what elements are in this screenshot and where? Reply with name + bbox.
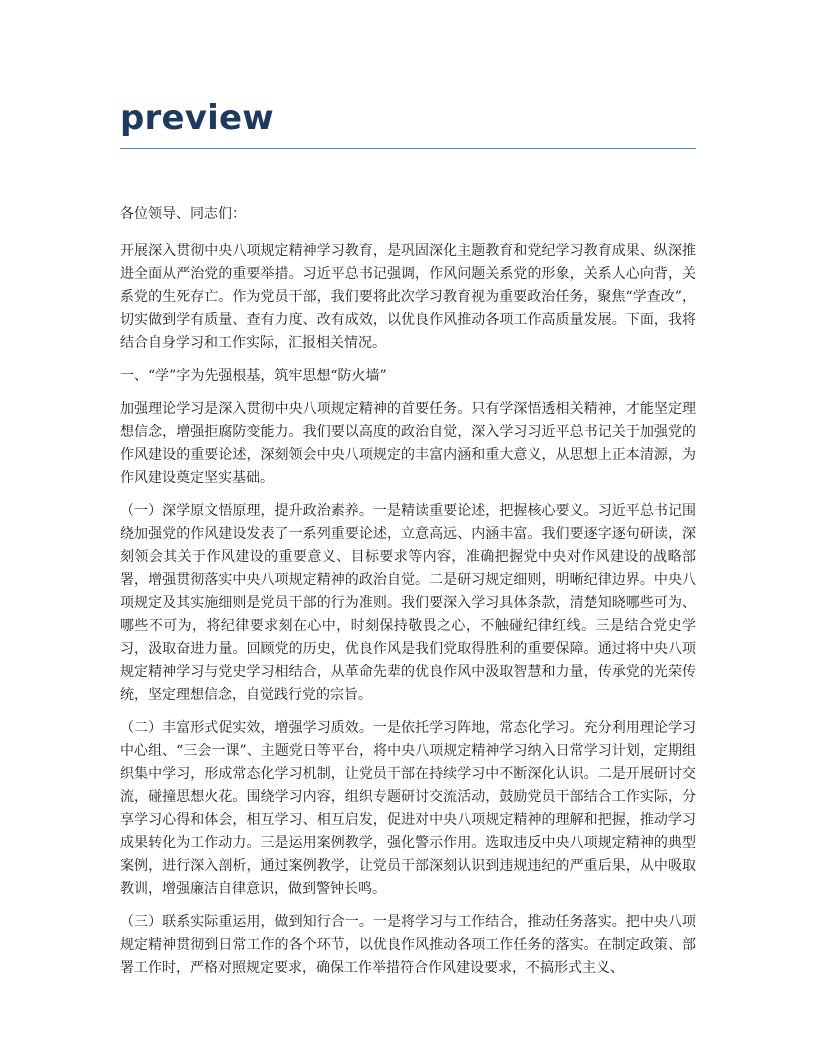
body-paragraph: （一）深学原文悟原理，提升政治素养。一是精读重要论述，把握核心要义。习近平总书记围绕加强党的作风建设发表了一系列重要论述，立意高远、内涵丰富。我们要逐字逐句研读，深刻领会其关于作风建设的重要意义、目标要求等内容，准确把握党中央对作风建设的战略部署，增强贯彻落实中央八项规定精神的政治自觉。二是研习规定细则，明晰纪律边界。中央八项规定及其实施细则是党员干部的行为准则。我们要深入学习具体条款，清楚知晓哪些可为、哪些不可为，将纪律要求刻在心中，时刻保持敬畏之心，不触碰纪律红线。三是结合党史学习，汲取奋进力量。回顾党的历史，优良作风是我们党取得胜利的重要保障。通过将中央八项规定精神学习与党史学习相结合，从革命先辈的优良作风中汲取智慧和力量，传承党的光荣传统，坚定理想信念，自觉践行党的宗旨。 xyxy=(120,503,696,703)
body-paragraph: （二）丰富形式促实效，增强学习质效。一是依托学习阵地，常态化学习。充分利用理论学习中心组、“三会一课”、主题党日等平台，将中央八项规定精神学习纳入日常学习计划，定期组织集中学习，形成常态化学习机制，让党员干部在持续学习中不断深化认识。二是开展研讨交流，碰撞思想火花。围绕学习内容，组织专题研讨交流活动，鼓励党员干部结合工作实际，分享学习心得和体会，相互学习、相互启发，促进对中央八项规定精神的理解和把握，推动学习成果转化为工作动力。三是运用案例教学，强化警示作用。选取违反中央八项规定精神的典型案例，进行深入剖析，通过案例教学，让党员干部深刻认识到违规违纪的严重后果，从中吸取教训，增强廉洁自律意识，做到警钟长鸣。 xyxy=(120,720,696,897)
intro-paragraph: 开展深入贯彻中央八项规定精神学习教育，是巩固深化主题教育和党纪学习教育成果、纵深推进全面从严治党的重要举措。习近平总书记强调，作风问题关系党的形象，关系人心向背，关系党的生死存亡。作为党员干部，我们要将此次学习教育视为重要政治任务，聚焦“学查改”，切实做到学有质量、查有力度、改有成效，以优良作风推动各项工作高质量发展。下面，我将结合自身学习和工作实际，汇报相关情况。 xyxy=(120,243,696,351)
document-title: preview xyxy=(120,98,274,138)
document-body xyxy=(120,203,696,980)
document-page xyxy=(120,96,696,990)
section-heading: 一、“学”字为先强根基，筑牢思想“防火墙” xyxy=(120,368,387,384)
body-paragraph: 加强理论学习是深入贯彻中央八项规定精神的首要任务。只有学深悟透相关精神，才能坚定理想信念，增强拒腐防变能力。我们要以高度的政治自觉，深入学习习近平总书记关于加强党的作风建设的重要论述，深刻领会中央八项规定的丰富内涵和重大意义，从思想上正本清源，为作风建设奠定坚实基础。 xyxy=(120,401,696,486)
body-paragraph: （三）联系实际重运用，做到知行合一。一是将学习与工作结合，推动任务落实。把中央八项规定精神贯彻到日常工作的各个环节，以优良作风推动各项工作任务的落实。在制定政策、部署工作时，严格对照规定要求，确保工作举措符合作风建设要求，不搞形式主义、 xyxy=(120,914,696,976)
title-divider xyxy=(120,148,696,149)
greeting-paragraph: 各位领导、同志们： xyxy=(120,206,246,222)
